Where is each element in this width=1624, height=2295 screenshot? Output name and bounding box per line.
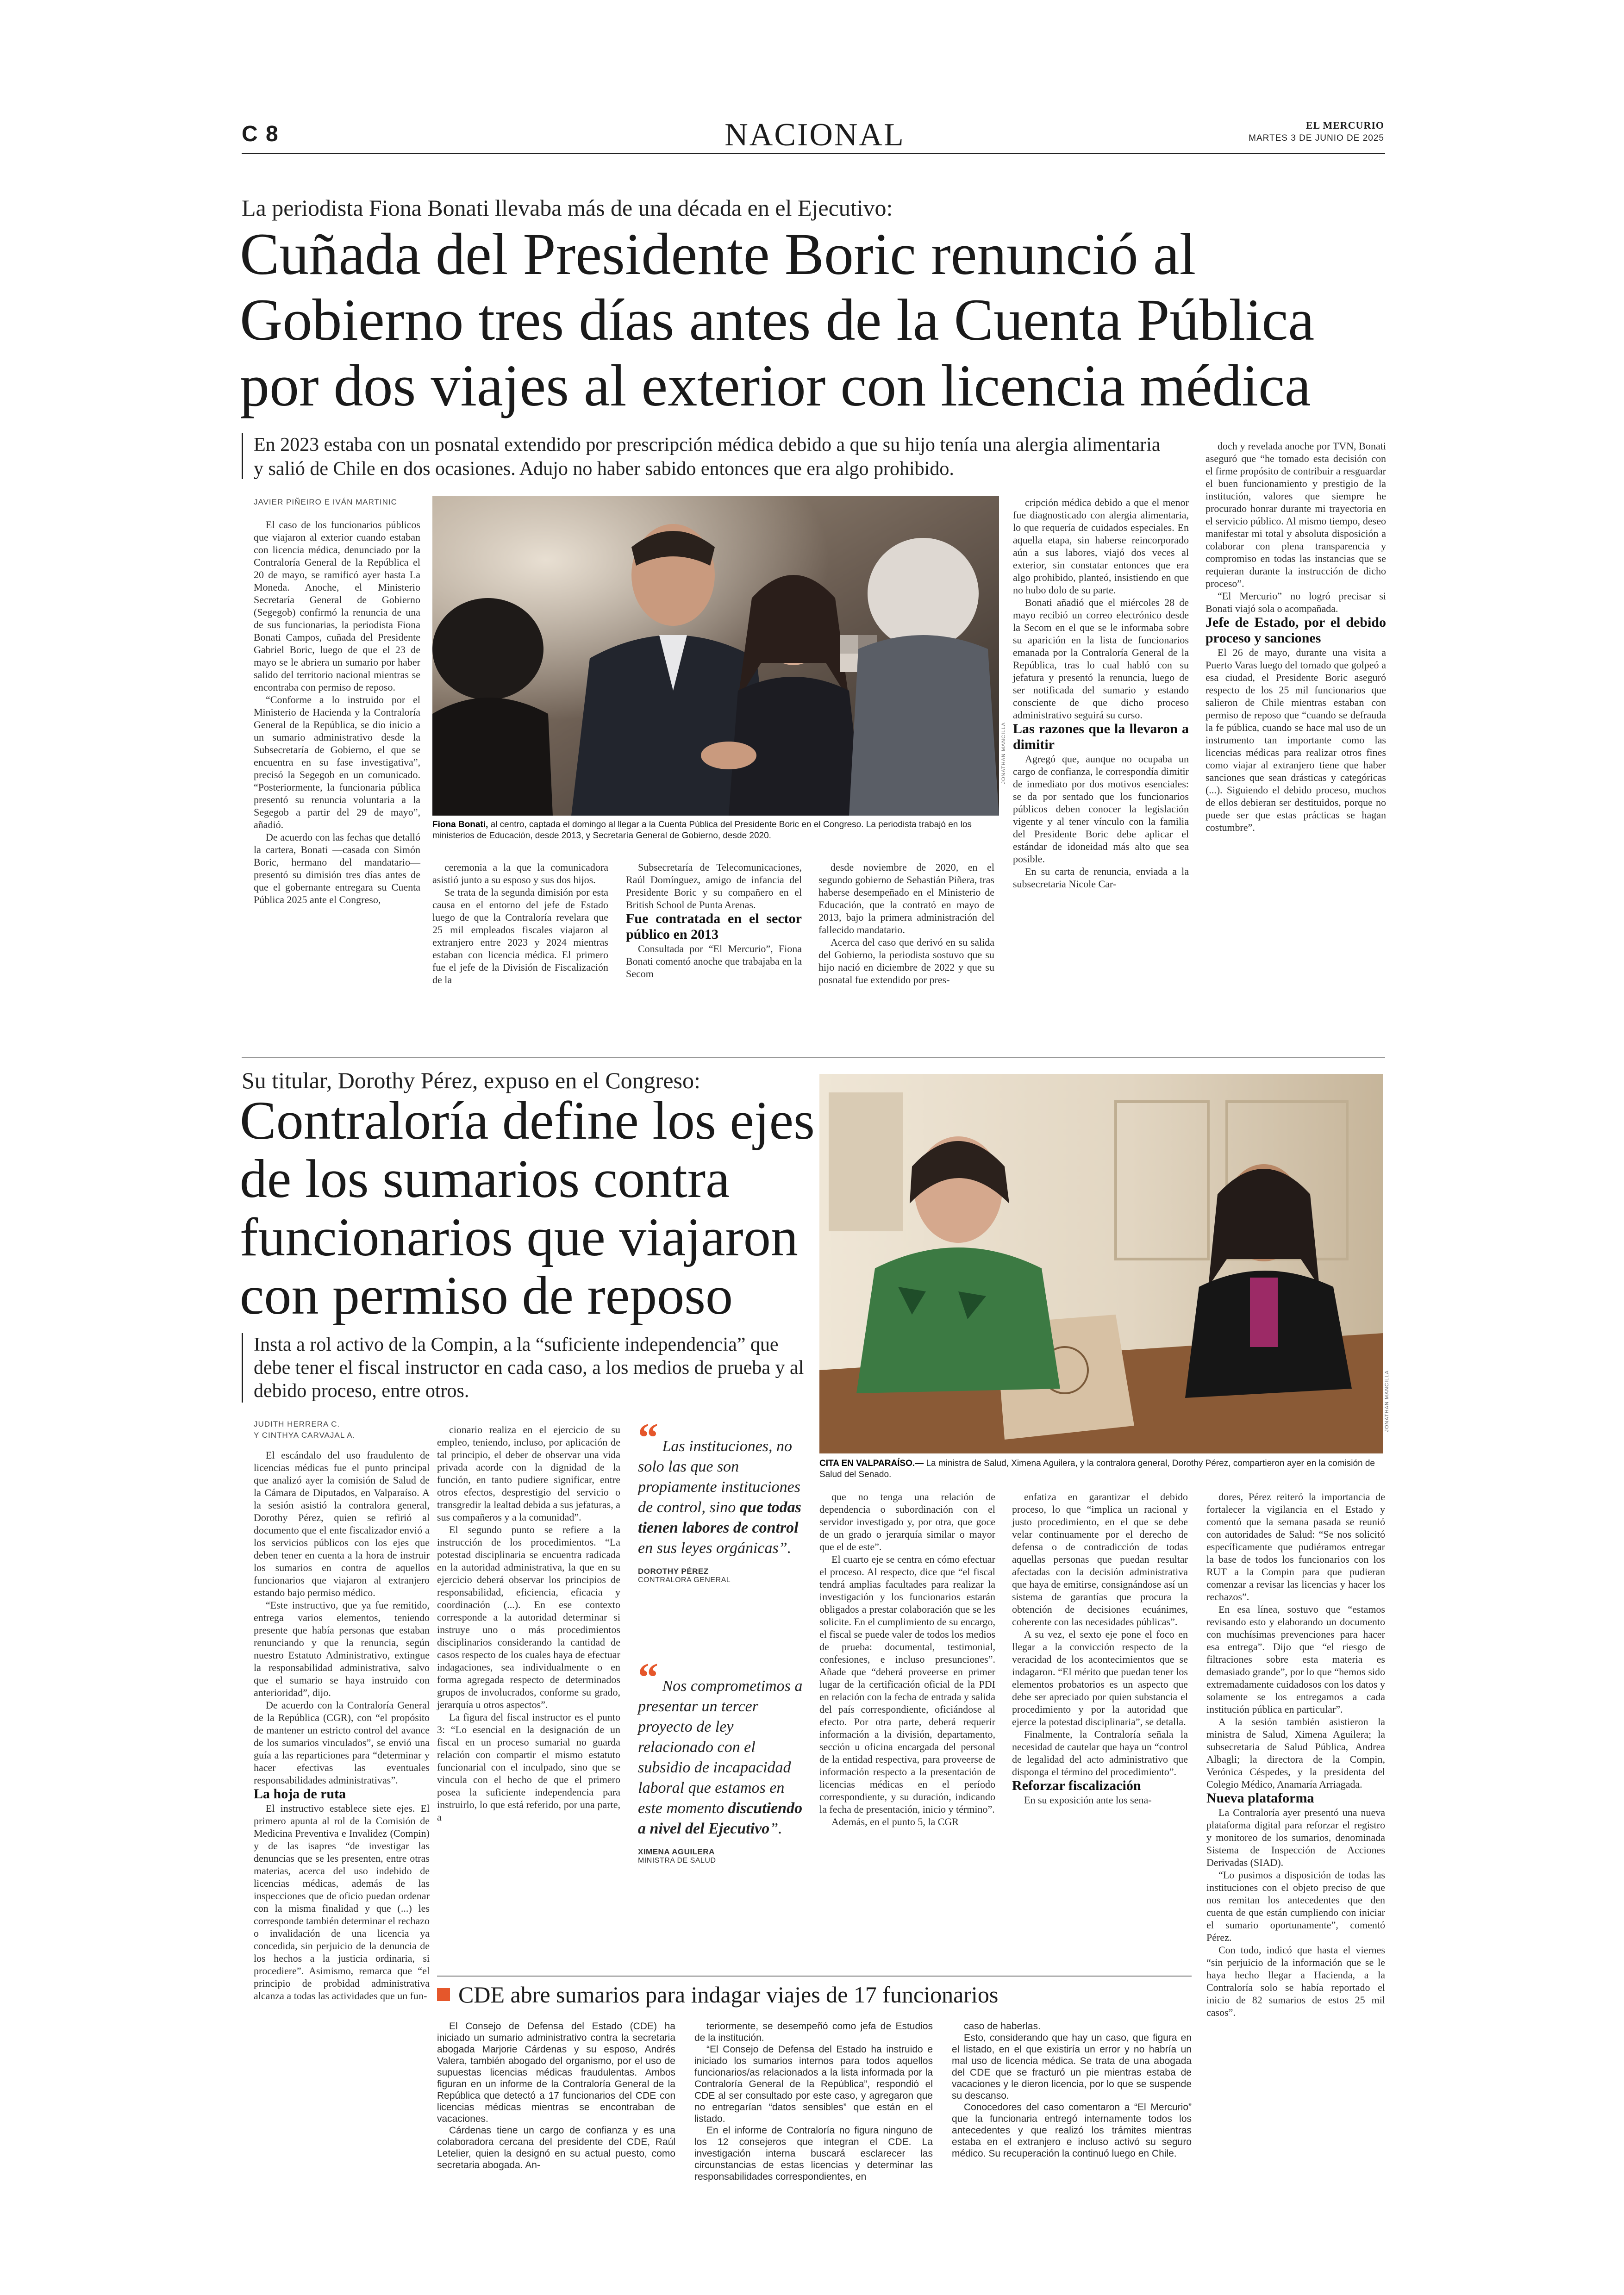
paragraph: Esto, considerando que hay un caso, que figura en el listado, en el que existiría un error y no habría un mal uso de licencia médica. Se trata de una abogada del CDE que se fracturó un pie mientras estaba de vacaciones y le dieron licencia, por lo que se suspende su descanso. — [952, 2033, 1192, 2101]
box-title — [437, 1981, 1192, 2008]
article2-headline-line: Contraloría define los ejes — [240, 1090, 815, 1151]
paragraph: Finalmente, la Contraloría señala la necesidad de cautelar que haya un “control de legalidad del acto administrativo que disponga el término del procedimiento”. — [1012, 1728, 1188, 1777]
article1-headline-line: Gobierno tres días antes de la Cuenta Pública — [240, 287, 1315, 353]
paragraph: caso de haberlas. — [964, 2021, 1041, 2032]
article2-column-4 — [819, 1491, 995, 1828]
article2-caption-name: CITA EN VALPARAÍSO.— — [819, 1459, 924, 1468]
paragraph: El Consejo de Defensa del Estado (CDE) ha iniciado un sumario administrativo contra la secretaria abogada Marjorie Cárdenas y su esposo, Andrés Valera, también abogado del organismo, por el uso de supuestas licencias médicas fraudulentas. Ambos figuran en un informe de la Contraloría General de la República que detectó a 17 funcionarios del CDE con licencias médicas mientras se encontraban de vacaciones. — [437, 2021, 675, 2124]
quote-text: en sus leyes orgánicas”. — [638, 1540, 792, 1557]
quote-text: ”. — [769, 1820, 782, 1837]
paragraph: enfatiza en garantizar el debido proceso, lo que “implica un racional y justo procedimiento, en el que se debe velar continuamente por el derecho de defensa o de contradicción de todas aquellas personas que puedan resultar afectadas con la decisión administrativa que haya de emitirse, consignándose así un sistema de garantías que procura la obtención de decisiones ecuánimes, coherente con las necesidades públicas”. — [1012, 1491, 1188, 1628]
article1-subhead-jefe-estado: Jefe de Estado, por el debido proceso y sanciones — [1206, 615, 1386, 646]
paragraph: A la sesión también asistieron la ministra de Salud, Ximena Aguilera; la subsecretaria de Salud Pública, Andrea Albagli; la directora de la Compin, Verónica Céspedes, y la presidenta del Colegio Médico, Anamaría Arriagada. — [1206, 1716, 1385, 1790]
article2-column-1 — [254, 1449, 430, 2002]
article1-headline-line: Cuñada del Presidente Boric renunció al — [240, 221, 1196, 287]
article2-subhead-hoja-ruta: La hoja de ruta — [254, 1786, 346, 1802]
article1-lead-marker — [242, 433, 243, 479]
quote-emphasis: que todas tienen labores de control — [638, 1499, 801, 1536]
article2-photo — [819, 1074, 1383, 1453]
box-column-1 — [437, 2021, 675, 2171]
article1-column-3 — [626, 861, 802, 980]
article1-headline — [240, 221, 1388, 418]
article2-column-2 — [437, 1423, 620, 1823]
paragraph: Agregó que, aunque no ocupaba un cargo de confianza, le correspondía dimitir de inmediato por dos motivos esenciales: se da por sentado que los funcionarios públicos deben conocer la legislación vigente y al tener vínculo con la familia del Presidente Boric debe aplicar el estándar de idoneidad más alto que sea posible. — [1013, 753, 1189, 865]
paragraph: El caso de los funcionarios públicos que viajaron al exterior cuando estaban con licencia médica, denunciado por la Contraloría General de la República el 20 de mayo, se ramificó ayer hasta La Moneda. Anoche, el Ministerio Secretaría General de Gobierno (Segegob) confirmó la renuncia de una de sus funcionarias, la periodista Fiona Bonati Campos, cuñada del Presidente Gabriel Boric, luego de que el 23 de mayo se le abriera un sumario por haber salido del territorio nacional mientras se encontraba con permiso de reposo. — [254, 519, 420, 693]
paragraph: teriormente, se desempeñó como jefa de Estudios de la institución. — [694, 2021, 933, 2043]
paragraph: cripción médica debido a que el menor fue diagnosticado con alergia alimentaria, lo que requería de cuidados especiales. En aquella etapa, sin haberse reincorporado aún a sus labores, viajó dos veces al exterior, sin constatar entonces que era algo prohibido, planteó, insistiendo en que no hubo dolo de su parte. — [1013, 497, 1189, 596]
article2-lead: Insta a rol activo de la Compin, a la “suficiente independencia” que debe tener el fiscal instructor en cada caso, a los medios de prueba y al debido proceso, entre otros. — [254, 1334, 804, 1402]
paragraph: El instructivo establece siete ejes. El primero apunta al rol de la Comisión de Medicina Preventiva e Invalidez (Compin) y de las isapres “de investigar las denuncias que se les presenten, entre otras materias, acerca del uso indebido de licencias médicas, además de las inspecciones que de oficio puedan ordenar con la misma finalidad y que (...) les corresponde también determinar el rechazo o invalidación de una licencia ya concedida, sin perjuicio de la denuncia de los hechos a la justicia ordinaria, si procediere”. Asimismo, remarca que “el principio de probidad administrativa alcanza a todas las actividades que un fun- — [254, 1802, 430, 2002]
paragraph: “El Consejo de Defensa del Estado ha instruido e iniciado los sumarios internos para todos aquellos funcionarios/as relacionados a la lista informada por la Contraloría General de la República”, respondió el CDE al ser consultado por este caso, y agregaron que no entregarían “datos sensibles” que están en el listado. — [694, 2044, 933, 2124]
paragraph: Se trata de la segunda dimisión por esta causa en el entorno del jefe de Estado luego de que la Contraloría revelara que 25 mil empleados fiscales viajaron al extranjero entre 2023 y 2024 mientras estaban con licencia médica. El primero fue el jefe de la División de Fiscalización de la — [432, 886, 608, 985]
paragraph: En su carta de renuncia, enviada a la subsecretaria Nicole Car- — [1013, 866, 1189, 890]
article1-column-2 — [432, 861, 608, 986]
pull-quote-perez — [638, 1416, 805, 1584]
article1-photo — [432, 496, 999, 816]
paragraph: Con todo, indicó que hasta el viernes “sin perjuicio de la información que se le haya hecho llegar a Hacienda, a la Contraloría solo se había reportado el inicio de 82 sumarios de estos 25 mil casos”. — [1206, 1944, 1385, 2018]
article-separator — [242, 1057, 1385, 1058]
box-column-2 — [694, 2021, 933, 2183]
quote-text: Nos comprometimos a presentar un tercer proyecto de ley relacionado con el subsidio de incapacidad laboral que estamos en este momento — [638, 1678, 803, 1817]
article2-photo-image — [819, 1074, 1383, 1453]
paragraph: El segundo punto se refiere a la instrucción de los procedimientos. “La potestad disciplinaria se encuentra radicada en la autoridad administrativa, la que en su ejercicio deberá observar los principios de responsabilidad, eficiencia, eficacia y coordinación (...). En ese contexto corresponde a la autoridad determinar si instruye uno o más procedimientos disciplinarios considerando la cantidad de casos respecto de los cuales haya de efectuar indagaciones, sea individualmente o en forma agregada respecto de determinados grupos de involucrados, conforme su grado, jerarquía u otros aspectos”. — [437, 1524, 620, 1710]
article1-lead: En 2023 estaba con un posnatal extendido por prescripción médica debido a que su hijo tenía una alergia alimentaria y salió de Chile en dos ocasiones. Adujo no haber sabido entonces que era algo prohibido. — [254, 434, 1161, 480]
quote-role: CONTRALORA GENERAL — [638, 1576, 731, 1584]
paragraph: “Este instructivo, que ya fue remitido, entrega varios elementos, teniendo presente que había personas que estaban renunciando y que la renuncia, según nuestro Estatuto Administrativo, extingue la responsabilidad administrativa, salvo que el sumario se haya instruido con anterioridad”, dijo. — [254, 1599, 430, 1698]
paragraph: El escándalo del uso fraudulento de licencias médicas fue el punto principal que analizó ayer la comisión de Salud de la Cámara de Diputados, en Valparaíso. A la sesión asistió la contralora general, Dorothy Pérez, quien se refirió al documento que el ente fiscalizador envió a los servicios públicos con los ejes que deben tener en cuenta a la hora de instruir los sumarios en contra de aquellos funcionarios que viajaron al extranjero estando bajo permiso médico. — [254, 1449, 430, 1598]
article2-kicker: Su titular, Dorothy Pérez, expuso en el Congreso: — [242, 1067, 700, 1093]
box-column-3 — [952, 2021, 1192, 2159]
quote-text: Las instituciones, no solo las que son propiamente instituciones de control, sino — [638, 1438, 800, 1516]
section-title: NACIONAL — [725, 117, 905, 153]
box-title-text: CDE abre sumarios para indagar viajes de 17 funcionarios — [458, 1982, 999, 2008]
article1-column-5 — [1013, 496, 1189, 890]
article2-photo-caption — [819, 1458, 1383, 1480]
article2-subhead-reforzar: Reforzar fiscalización — [1012, 1778, 1141, 1793]
article1-byline: JAVIER PIÑEIRO E IVÁN MARTINIC — [254, 498, 397, 506]
paragraph: Consultada por “El Mercurio”, Fiona Bonati comentó anoche que trabajaba en la Secom — [626, 943, 802, 979]
box-top-rule — [437, 1976, 1192, 1977]
quote-mark-icon: “ — [638, 1655, 658, 1700]
header-rule — [242, 153, 1385, 154]
quote-author: XIMENA AGUILERA — [638, 1847, 715, 1856]
paragraph: dores, Pérez reiteró la importancia de fortalecer la vigilancia en el Estado y comentó que la semana pasada se reunió con autoridades de Salud: “Se nos solicitó específicamente que pudiéramos entregar la base de todos los funcionarios con los RUT a la Compin para que pudieran comenzar a revisar las licencias y hacer los rechazos”. — [1206, 1491, 1385, 1603]
article1-column-1 — [254, 518, 420, 906]
paragraph: La Contraloría ayer presentó una nueva plataforma digital para reforzar el registro y monitoreo de los sumarios, denominada Sistema de Inspección de Acciones Derivadas (SIAD). — [1206, 1807, 1385, 1868]
article1-subhead-contratada: Fue contratada en el sector público en 2013 — [626, 911, 802, 942]
quote-signature — [638, 1847, 805, 1865]
paragraph: De acuerdo con las fechas que detalló la cartera, Bonati —casada con Simón Boric, hermano del mandatario— presentó su dimisión tres días antes de que el gobernante entregara su Cuenta Pública 2025 ante el Congreso, — [254, 831, 420, 905]
paragraph: Subsecretaría de Telecomunicaciones, Raúl Domínguez, amigo de infancia del Presidente Boric y su compañero en el British School de Punta Arenas. — [626, 861, 802, 911]
article2-headline-line: con permiso de reposo — [240, 1265, 733, 1326]
article2-byline — [254, 1419, 355, 1441]
article2-headline-line: funcionarios que viajaron — [240, 1207, 798, 1267]
quote-mark-icon: “ — [638, 1416, 658, 1460]
paragraph: Además, en el punto 5, la CGR — [831, 1816, 959, 1827]
article1-column-6 — [1206, 440, 1386, 834]
quote-emphasis: discutiendo a nivel del Ejecutivo — [638, 1800, 803, 1837]
article1-caption-text: al centro, captada el domingo al llegar a la Cuenta Pública del Presidente Boric en el Congreso. La periodista trabajó en los ministerios de Educación, desde 2013, y Secretaría General de Gobierno, desde 2020. — [432, 820, 972, 841]
article1-subhead-razones: Las razones que la llevaron a dimitir — [1013, 721, 1189, 752]
paragraph: El 26 de mayo, durante una visita a Puerto Varas luego del tornado que golpeó a esa ciudad, el Presidente Boric aseguró respecto de los 25 mil funcionarios que salieron de Chile mientras estaban con permiso de reposo que “cuando se defrauda la fe pública, cuando se hace mal uso de un instrumento tan importante como las licencias médicas para realizar otros fines como viajar al extranjero tiene que haber sanciones que sean drásticas y categóricas (...). Siguiendo el debido proceso, muchos de ellos debieran ser destituidos, porque no puede ser que estas prácticas se hagan costumbre”. — [1206, 647, 1386, 833]
article2-headline-line: de los sumarios contra — [240, 1148, 730, 1209]
article2-headline — [240, 1091, 823, 1325]
issue-date: MARTES 3 DE JUNIO DE 2025 — [1249, 133, 1384, 143]
quote-role: MINISTRA DE SALUD — [638, 1857, 716, 1865]
paragraph: doch y revelada anoche por TVN, Bonati aseguró que “he tomado esta decisión con el firme propósito de contribuir a resguardar el buen funcionamiento y prestigio de la institución, valores que siempre he procurado honrar durante mi trayectoria en el servicio público. Al mismo tiempo, deseo manifestar mi total y absoluta disposición a colaborar con plena transparencia y compromiso en todas las instancias que se requieran durante la instrucción de dicho proceso”. — [1206, 440, 1386, 589]
byline-line: JUDITH HERRERA C. — [254, 1420, 340, 1428]
paragraph: cionario realiza en el ejercicio de su empleo, teniendo, incluso, por aplicación de tal principio, el deber de observar una vida privada acorde con la dignidad de la función, en tanto pudiere significar, entre otros efectos, desprestigio del servicio o transgredir la lealtad debida a sus jefaturas, a sus compañeros y a la comunidad”. — [437, 1424, 620, 1523]
paragraph: Cárdenas tiene un cargo de confianza y es una colaboradora cercana del presidente del CDE, Raúl Letelier, quien la designó en su actual puesto, como secretaria abogada. An- — [437, 2125, 675, 2170]
article1-column-4 — [818, 861, 994, 986]
paragraph: desde noviembre de 2020, en el segundo gobierno de Sebastián Piñera, tras haberse desempeñado en el Ministerio de Educación, que la contrató en mayo de 2013, bajo la primera administración del fallecido mandatario. — [818, 861, 994, 935]
article2-photo-credit: JONATHAN MANCILLA — [1384, 1370, 1390, 1432]
article2-caption-text: La ministra de Salud, Ximena Aguilera, y la contralora general, Dorothy Pérez, compartieron ayer en la comisión de Salud del Senado. — [819, 1459, 1375, 1479]
paragraph: La figura del fiscal instructor es el punto 3: “Lo esencial en la designación de un fiscal en un proceso sumarial no guarda relación con compartir el mismo estatuto funcionarial con el inculpado, sino que se vincula con el hecho de que el primero posea la suficiente independencia para instruirlo, lo que está referido, por una parte, a — [437, 1711, 620, 1823]
quote-signature — [638, 1567, 805, 1584]
newspaper-name: EL MERCURIO — [1305, 119, 1384, 131]
paragraph: “El Mercurio” no logró precisar si Bonati viajó sola o acompañada. — [1206, 590, 1386, 614]
paragraph: En el informe de Contraloría no figura ninguno de los 12 consejeros que integran el CDE. La investigación interna buscará esclarecer las circunstancias de estas licencias y determinar las responsabilidades correspondientes, en — [694, 2125, 933, 2182]
paragraph: ceremonia a la que la comunicadora asistió junto a su esposo y sus dos hijos. — [432, 861, 608, 886]
paragraph: que no tenga una relación de dependencia o subordinación con el servidor investigado y, por otra, que goce de un grado o jerarquía similar o mayor que el de este”. — [819, 1491, 995, 1553]
paragraph: El cuarto eje se centra en cómo efectuar el proceso. Al respecto, dice que “el fiscal tendrá amplias facultades para realizar la investigación y los funcionarios estarán obligados a prestar colaboración que se les solicite. En el cumplimiento de su encargo, el fiscal se puede valer de todos los medios de prueba: documental, testimonial, confesiones, e incluso presunciones”. Añade que “deberá proveerse en primer lugar de la certificación oficial de la PDI en relación con la fecha de entrada y salida del país correspondiente, oficiándose al efecto. Por otra parte, deberá requerir información a la división, departamento, sección u oficina encargada del personal de la entidad respectiva, para proveerse de información respecto a la presentación de licencias médicas en el período correspondiente, y su duración, indicando la fecha de presentación, inicio y término”. — [819, 1553, 996, 1815]
article2-lead-marker — [242, 1333, 243, 1403]
article1-kicker: La periodista Fiona Bonati llevaba más de una década en el Ejecutivo: — [242, 195, 893, 221]
article1-photo-credit: JONATHAN MANCILLA — [1001, 722, 1006, 784]
article1-caption-name: Fiona Bonati, — [432, 820, 488, 829]
paragraph: “Conforme a lo instruido por el Ministerio de Hacienda y la Contraloría General de la República, se dio inicio a un sumario administrativo desde la Subsecretaría de Gobierno, el que se encuentra en su fase investigativa”, precisó la Segegob en un comunicado. “Posteriormente, la funcionaria pública presentó su renuncia voluntaria a la Segegob a partir del 29 de mayo”, añadió. — [254, 694, 420, 830]
article1-headline-line: por dos viajes al exterior con licencia médica — [240, 353, 1311, 418]
article2-subhead-nueva-plataforma: Nueva plataforma — [1206, 1790, 1314, 1806]
quote-author: DOROTHY PÉREZ — [638, 1567, 709, 1576]
paragraph: De acuerdo con la Contraloría General de la República (CGR), con “el propósito de mantener un estricto control del avance de los sumarios vinculados”, se envió una guía a las reparticiones para “determinar y hacer efectivas las eventuales responsabilidades administrativas”. — [254, 1699, 430, 1786]
article1-photo-image — [432, 496, 999, 816]
paragraph: A su vez, el sexto eje pone el foco en llegar a la convicción respecto de la veracidad de los acontecimientos que se indagaron. “El mérito que puedan tener los elementos probatorios es un aspecto que debe ser apreciado por quien substancia el procedimiento y por la autoridad que ejerce la potestad disciplinaria”, se detalla. — [1012, 1628, 1188, 1727]
pull-quote-aguilera — [638, 1655, 805, 1865]
article2-column-5 — [1012, 1491, 1188, 1806]
paragraph: En su exposición ante los sena- — [1024, 1794, 1152, 1806]
article1-photo-caption — [432, 819, 999, 842]
article2-column-6 — [1206, 1491, 1385, 2019]
box-square-icon — [437, 1988, 450, 2001]
page-number: C 8 — [242, 122, 279, 146]
paragraph: Conocedores del caso comentaron a “El Mercurio” que la funcionaria entregó internamente todos los antecedentes y que realizó los trámites mientras estaba en el extranjero e incluso activó su seguro médico. Su recuperación la continuó luego en Chile. — [952, 2102, 1192, 2159]
paragraph: En esa línea, sostuvo que “estamos revisando esto y elaborando un documento con muchísimas prevenciones para hacer esa entrega”. Dijo que “el riesgo de filtraciones sobre esta materia es demasiado grande”, por lo que “hemos sido extremadamente cuidadosos con los datos y solamente se los entregamos a cada institución pública en particular”. — [1206, 1603, 1385, 1715]
paragraph: Bonati añadió que el miércoles 28 de mayo recibió un correo electrónico desde la Secom en el que se le informaba sobre su aparición en la lista de funcionarios emanada por la Contraloría General de la República, tras lo cual habló con su jefatura y presentó la renuncia, luego de ser notificada del sumario y estando consciente de que dicho proceso administrativo seguirá su curso. — [1013, 597, 1189, 721]
byline-line: Y CINTHYA CARVAJAL A. — [254, 1431, 356, 1440]
paragraph: “Lo pusimos a disposición de todas las instituciones con el objeto preciso de que nos remitan los antecedentes que den cuenta de que están cumpliendo con iniciar el sumario oportunamente”, comentó Pérez. — [1206, 1869, 1385, 1943]
paragraph: Acerca del caso que derivó en su salida del Gobierno, la periodista sostuvo que su hijo nació en diciembre de 2022 y que su posnatal fue extendido por pres- — [818, 936, 994, 985]
